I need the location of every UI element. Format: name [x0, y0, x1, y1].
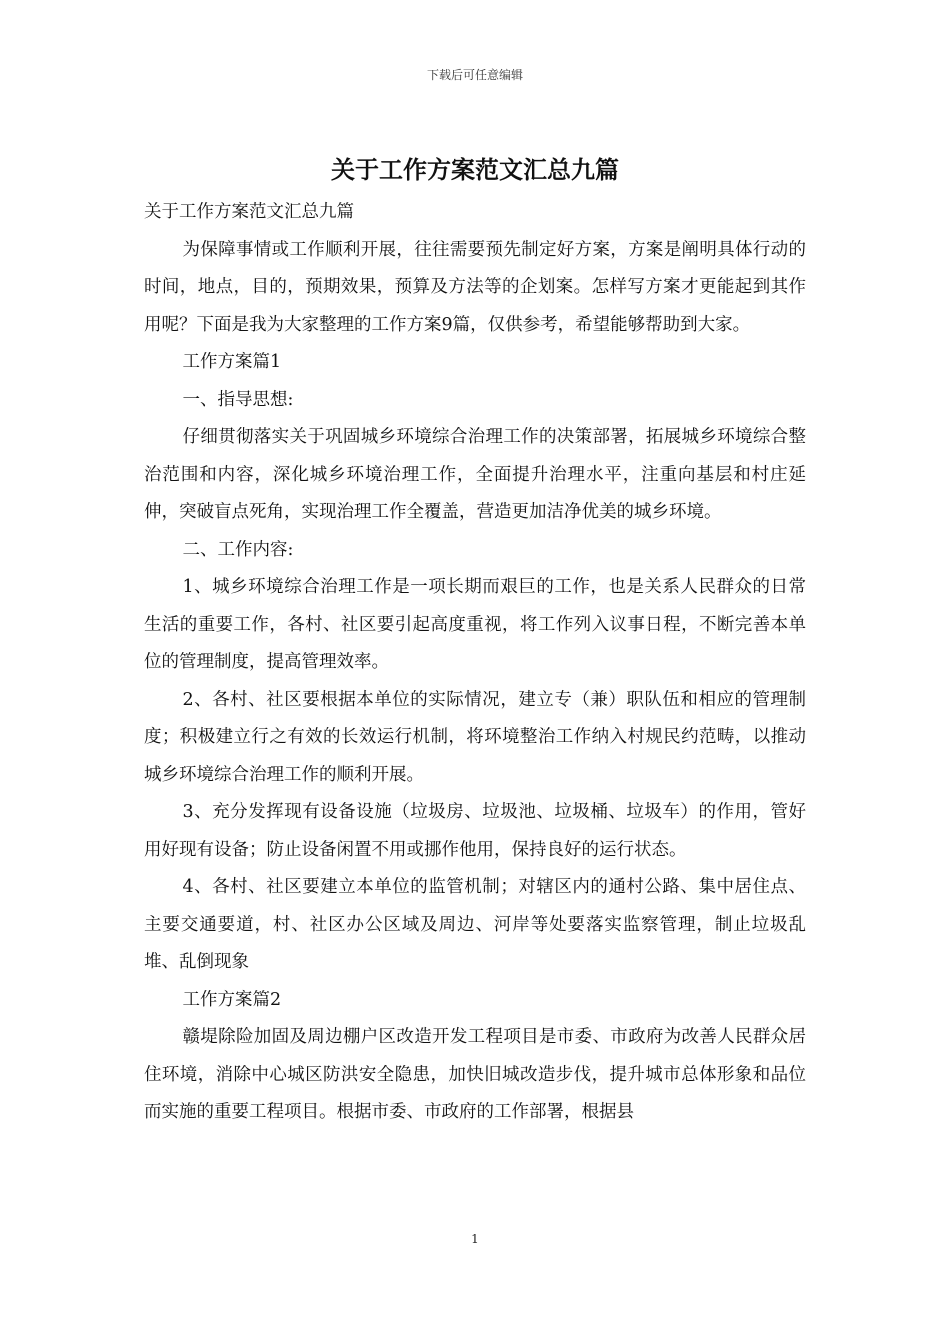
- subheading-guiding-thought: 一、指导思想:: [182, 389, 294, 410]
- page-number: 1: [471, 1232, 479, 1246]
- document-body: [144, 194, 806, 1132]
- subheading-work-content: 二、工作内容:: [182, 539, 294, 560]
- list-item-4: 4、各村、社区要建立本单位的监管机制；对辖区内的通村公路、集中居住点、主要交通要道，村、社区办公区域及周边、河岸等处要落实监察管理，制止垃圾乱堆、乱倒现象: [144, 877, 806, 972]
- body-paragraph: 仔细贯彻落实关于巩固城乡环境综合治理工作的决策部署，拓展城乡环境综合整治范围和内容，深化城乡环境治理工作，全面提升治理水平，注重向基层和村庄延伸，突破盲点死角，实现治理工作全覆盖，营造更加洁净优美的城乡环境。: [144, 427, 806, 522]
- list-item-1: 1、城乡环境综合治理工作是一项长期而艰巨的工作，也是关系人民群众的日常生活的重要工作，各村、社区要引起高度重视，将工作列入议事日程，不断完善本单位的管理制度，提高管理效率。: [144, 577, 806, 672]
- section-heading-plan-1: 工作方案篇1: [182, 352, 282, 372]
- page-header-note: 下载后可任意编辑: [426, 68, 523, 82]
- list-item-3: 3、充分发挥现有设备设施（垃圾房、垃圾池、垃圾桶、垃圾车）的作用，管好用好现有设备；防止设备闲置不用或挪作他用，保持良好的运行状态。: [144, 802, 806, 860]
- body-paragraph: 赣堤除险加固及周边棚户区改造开发工程项目是市委、市政府为改善人民群众居住环境，消除中心城区防洪安全隐患，加快旧城改造步伐，提升城市总体形象和品位而实施的重要工程项目。根据市委、市政府的工作部署，根据县: [144, 1027, 806, 1122]
- subtitle-paragraph: 关于工作方案范文汇总九篇: [144, 202, 354, 222]
- list-item-2: 2、各村、社区要根据本单位的实际情况，建立专（兼）职队伍和相应的管理制度；积极建立行之有效的长效运行机制，将环境整治工作纳入村规民约范畴，以推动城乡环境综合治理工作的顺利开展。: [144, 689, 806, 785]
- document-title: 关于工作方案范文汇总九篇: [331, 155, 619, 184]
- section-heading-plan-2: 工作方案篇2: [182, 989, 282, 1010]
- intro-paragraph: 为保障事情或工作顺利开展，往往需要预先制定好方案，方案是阐明具体行动的时间，地点，目的，预期效果，预算及方法等的企划案。怎样写方案才更能起到其作用呢？下面是我为大家整理的工作方案9篇，仅供参考，希望能够帮助到大家。: [144, 239, 806, 335]
